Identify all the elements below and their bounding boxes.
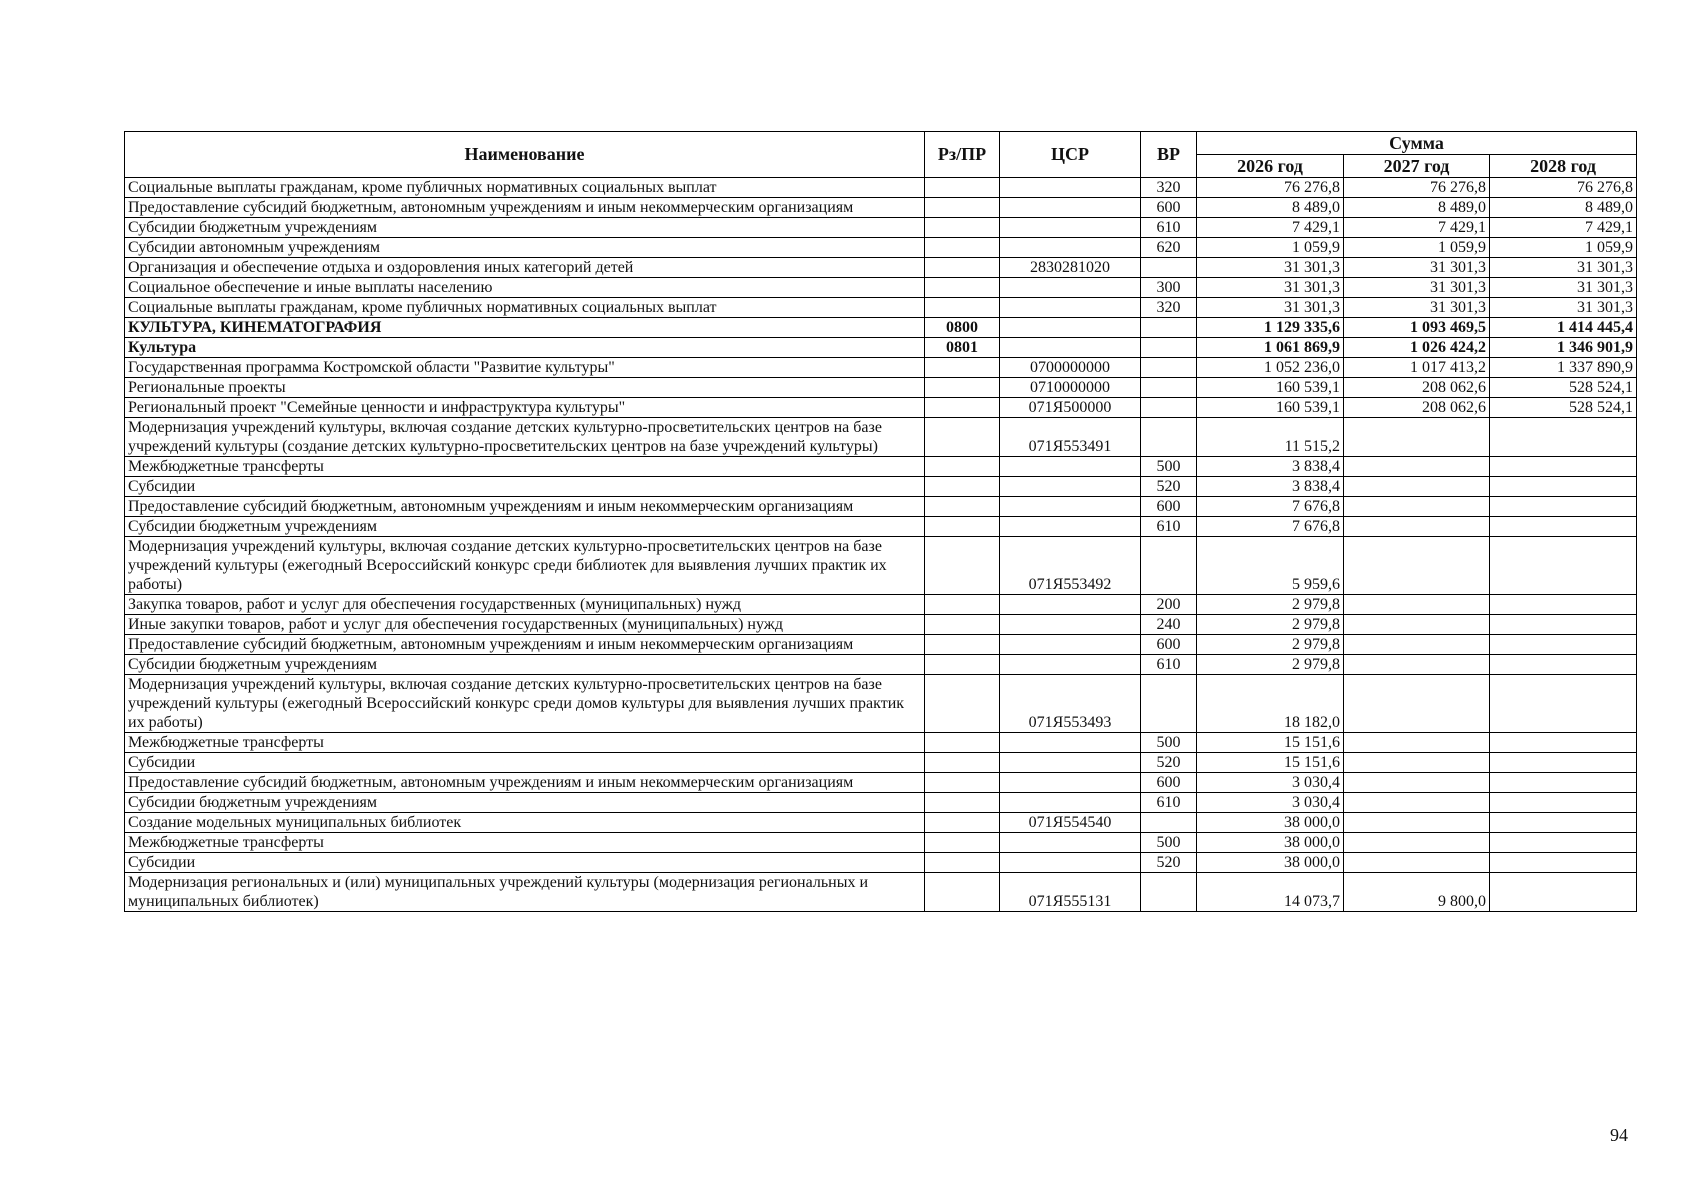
budget-table-body — [125, 178, 1637, 912]
cell-sum-2028: 7 429,1 — [1490, 218, 1637, 238]
cell-rz-pr — [925, 457, 1000, 477]
table-row — [125, 853, 1637, 873]
cell-sum-2028 — [1490, 813, 1637, 833]
cell-sum-2026: 3 030,4 — [1197, 793, 1344, 813]
table-row — [125, 813, 1637, 833]
cell-sum-2026: 8 489,0 — [1197, 198, 1344, 218]
cell-rz-pr — [925, 833, 1000, 853]
cell-name: Субсидии бюджетным учреждениям — [125, 655, 925, 675]
cell-csr: 071Я553492 — [1000, 537, 1141, 595]
table-row — [125, 655, 1637, 675]
cell-sum-2026: 38 000,0 — [1197, 813, 1344, 833]
table-row — [125, 258, 1637, 278]
cell-csr: 071Я555131 — [1000, 873, 1141, 912]
cell-csr: 071Я553491 — [1000, 418, 1141, 457]
cell-vr: 520 — [1141, 853, 1197, 873]
cell-rz-pr — [925, 358, 1000, 378]
cell-sum-2026: 38 000,0 — [1197, 853, 1344, 873]
cell-csr — [1000, 457, 1141, 477]
cell-sum-2026: 31 301,3 — [1197, 258, 1344, 278]
cell-sum-2027: 1 059,9 — [1344, 238, 1490, 258]
cell-name: Субсидии бюджетным учреждениям — [125, 218, 925, 238]
cell-name: Модернизация региональных и (или) муниципальных учреждений культуры (модернизация региональных и муниципальных библиотек) — [125, 873, 925, 912]
cell-sum-2027 — [1344, 675, 1490, 733]
cell-sum-2026: 15 151,6 — [1197, 753, 1344, 773]
cell-sum-2028 — [1490, 773, 1637, 793]
cell-vr — [1141, 318, 1197, 338]
cell-name: Межбюджетные трансферты — [125, 733, 925, 753]
cell-vr: 500 — [1141, 833, 1197, 853]
cell-sum-2028 — [1490, 655, 1637, 675]
cell-sum-2028 — [1490, 675, 1637, 733]
cell-rz-pr — [925, 497, 1000, 517]
cell-csr — [1000, 733, 1141, 753]
table-row — [125, 457, 1637, 477]
cell-vr — [1141, 675, 1197, 733]
cell-vr: 520 — [1141, 753, 1197, 773]
cell-vr: 240 — [1141, 615, 1197, 635]
table-row — [125, 497, 1637, 517]
cell-sum-2027 — [1344, 595, 1490, 615]
cell-sum-2026: 2 979,8 — [1197, 655, 1344, 675]
cell-sum-2026: 5 959,6 — [1197, 537, 1344, 595]
table-row — [125, 615, 1637, 635]
cell-sum-2028: 1 337 890,9 — [1490, 358, 1637, 378]
cell-rz-pr — [925, 398, 1000, 418]
cell-rz-pr — [925, 238, 1000, 258]
table-row — [125, 338, 1637, 358]
cell-name: Модернизация учреждений культуры, включая создание детских культурно-просветительских центров на базе учреждений культуры (ежегодный Всероссийский конкурс среди библиотек для выявления лучших практик их работы) — [125, 537, 925, 595]
cell-csr: 2830281020 — [1000, 258, 1141, 278]
cell-sum-2027 — [1344, 655, 1490, 675]
cell-sum-2028 — [1490, 793, 1637, 813]
table-row — [125, 298, 1637, 318]
cell-sum-2028 — [1490, 477, 1637, 497]
cell-rz-pr — [925, 198, 1000, 218]
cell-rz-pr — [925, 258, 1000, 278]
header-year-2027: 2027 год — [1344, 155, 1490, 178]
cell-rz-pr — [925, 675, 1000, 733]
cell-sum-2027 — [1344, 537, 1490, 595]
cell-sum-2026: 1 061 869,9 — [1197, 338, 1344, 358]
cell-sum-2028: 1 059,9 — [1490, 238, 1637, 258]
cell-sum-2027 — [1344, 497, 1490, 517]
page-number: 94 — [1610, 1125, 1628, 1145]
cell-name: Предоставление субсидий бюджетным, автономным учреждениям и иным некоммерческим организациям — [125, 198, 925, 218]
cell-sum-2026: 1 129 335,6 — [1197, 318, 1344, 338]
cell-vr: 600 — [1141, 773, 1197, 793]
table-row — [125, 278, 1637, 298]
cell-sum-2027: 208 062,6 — [1344, 398, 1490, 418]
cell-csr — [1000, 218, 1141, 238]
cell-name: Субсидии — [125, 753, 925, 773]
cell-csr — [1000, 338, 1141, 358]
budget-sheet — [124, 131, 1636, 912]
cell-sum-2026: 3 838,4 — [1197, 477, 1344, 497]
cell-rz-pr — [925, 793, 1000, 813]
cell-sum-2028 — [1490, 635, 1637, 655]
cell-name: Организация и обеспечение отдыха и оздоровления иных категорий детей — [125, 258, 925, 278]
table-row — [125, 675, 1637, 733]
cell-csr — [1000, 238, 1141, 258]
cell-sum-2027 — [1344, 635, 1490, 655]
cell-csr: 071Я553493 — [1000, 675, 1141, 733]
table-row — [125, 537, 1637, 595]
cell-name: Социальные выплаты гражданам, кроме публичных нормативных социальных выплат — [125, 298, 925, 318]
cell-rz-pr — [925, 595, 1000, 615]
table-row — [125, 477, 1637, 497]
cell-name: Субсидии бюджетным учреждениям — [125, 517, 925, 537]
table-row — [125, 635, 1637, 655]
cell-sum-2026: 160 539,1 — [1197, 378, 1344, 398]
cell-csr — [1000, 793, 1141, 813]
cell-vr: 300 — [1141, 278, 1197, 298]
cell-vr: 610 — [1141, 655, 1197, 675]
table-row — [125, 318, 1637, 338]
cell-sum-2028: 31 301,3 — [1490, 278, 1637, 298]
cell-vr: 600 — [1141, 635, 1197, 655]
cell-vr: 320 — [1141, 178, 1197, 198]
cell-csr — [1000, 655, 1141, 675]
cell-sum-2028: 8 489,0 — [1490, 198, 1637, 218]
cell-name: Субсидии бюджетным учреждениям — [125, 793, 925, 813]
cell-csr: 0700000000 — [1000, 358, 1141, 378]
cell-sum-2027: 208 062,6 — [1344, 378, 1490, 398]
cell-sum-2026: 76 276,8 — [1197, 178, 1344, 198]
cell-sum-2026: 1 052 236,0 — [1197, 358, 1344, 378]
cell-rz-pr — [925, 298, 1000, 318]
cell-sum-2027: 7 429,1 — [1344, 218, 1490, 238]
cell-name: Социальное обеспечение и иные выплаты населению — [125, 278, 925, 298]
cell-vr: 610 — [1141, 517, 1197, 537]
cell-sum-2028 — [1490, 873, 1637, 912]
cell-vr — [1141, 418, 1197, 457]
cell-rz-pr — [925, 537, 1000, 595]
cell-rz-pr — [925, 477, 1000, 497]
cell-sum-2027 — [1344, 793, 1490, 813]
cell-sum-2027: 76 276,8 — [1344, 178, 1490, 198]
cell-sum-2027: 31 301,3 — [1344, 258, 1490, 278]
cell-sum-2027 — [1344, 753, 1490, 773]
cell-rz-pr — [925, 635, 1000, 655]
cell-name: Создание модельных муниципальных библиотек — [125, 813, 925, 833]
cell-sum-2028 — [1490, 457, 1637, 477]
cell-csr — [1000, 833, 1141, 853]
cell-vr: 320 — [1141, 298, 1197, 318]
table-row — [125, 753, 1637, 773]
cell-csr — [1000, 198, 1141, 218]
cell-sum-2026: 2 979,8 — [1197, 635, 1344, 655]
cell-sum-2028: 1 346 901,9 — [1490, 338, 1637, 358]
table-row — [125, 595, 1637, 615]
cell-sum-2028 — [1490, 853, 1637, 873]
cell-sum-2027 — [1344, 615, 1490, 635]
budget-table — [124, 131, 1637, 912]
cell-csr — [1000, 595, 1141, 615]
cell-sum-2026: 1 059,9 — [1197, 238, 1344, 258]
cell-csr: 0710000000 — [1000, 378, 1141, 398]
cell-vr — [1141, 258, 1197, 278]
cell-sum-2027: 1 026 424,2 — [1344, 338, 1490, 358]
cell-sum-2028: 1 414 445,4 — [1490, 318, 1637, 338]
cell-csr: 071Я500000 — [1000, 398, 1141, 418]
cell-csr — [1000, 318, 1141, 338]
cell-vr: 620 — [1141, 238, 1197, 258]
cell-sum-2027 — [1344, 418, 1490, 457]
cell-sum-2027 — [1344, 477, 1490, 497]
cell-vr: 520 — [1141, 477, 1197, 497]
header-sum: Сумма — [1197, 132, 1637, 155]
cell-vr: 500 — [1141, 733, 1197, 753]
cell-sum-2026: 160 539,1 — [1197, 398, 1344, 418]
cell-csr — [1000, 497, 1141, 517]
cell-rz-pr — [925, 753, 1000, 773]
cell-vr — [1141, 358, 1197, 378]
cell-sum-2027: 1 093 469,5 — [1344, 318, 1490, 338]
cell-csr — [1000, 278, 1141, 298]
cell-sum-2027 — [1344, 517, 1490, 537]
cell-csr — [1000, 298, 1141, 318]
cell-vr: 610 — [1141, 793, 1197, 813]
cell-sum-2026: 14 073,7 — [1197, 873, 1344, 912]
cell-sum-2026: 31 301,3 — [1197, 298, 1344, 318]
cell-name: Межбюджетные трансферты — [125, 457, 925, 477]
cell-rz-pr — [925, 773, 1000, 793]
cell-sum-2027 — [1344, 813, 1490, 833]
cell-name: Предоставление субсидий бюджетным, автономным учреждениям и иным некоммерческим организациям — [125, 635, 925, 655]
cell-sum-2026: 38 000,0 — [1197, 833, 1344, 853]
cell-csr — [1000, 853, 1141, 873]
cell-sum-2027 — [1344, 833, 1490, 853]
table-row — [125, 238, 1637, 258]
table-row — [125, 198, 1637, 218]
table-row — [125, 733, 1637, 753]
cell-sum-2027: 9 800,0 — [1344, 873, 1490, 912]
cell-sum-2028 — [1490, 418, 1637, 457]
cell-csr: 071Я554540 — [1000, 813, 1141, 833]
cell-name: Иные закупки товаров, работ и услуг для обеспечения государственных (муниципальных) нужд — [125, 615, 925, 635]
cell-sum-2028 — [1490, 733, 1637, 753]
cell-name: Региональные проекты — [125, 378, 925, 398]
cell-csr — [1000, 773, 1141, 793]
cell-sum-2028 — [1490, 497, 1637, 517]
table-row — [125, 418, 1637, 457]
cell-rz-pr — [925, 873, 1000, 912]
header-name: Наименование — [125, 132, 925, 178]
cell-sum-2028: 31 301,3 — [1490, 298, 1637, 318]
cell-name: Региональный проект "Семейные ценности и инфраструктура культуры" — [125, 398, 925, 418]
cell-vr: 500 — [1141, 457, 1197, 477]
cell-vr: 610 — [1141, 218, 1197, 238]
cell-rz-pr — [925, 813, 1000, 833]
cell-vr — [1141, 378, 1197, 398]
cell-rz-pr — [925, 418, 1000, 457]
header-year-2026: 2026 год — [1197, 155, 1344, 178]
cell-rz-pr — [925, 655, 1000, 675]
cell-csr — [1000, 517, 1141, 537]
header-rz: Рз/ПР — [925, 132, 1000, 178]
cell-rz-pr — [925, 378, 1000, 398]
cell-rz-pr: 0800 — [925, 318, 1000, 338]
cell-sum-2026: 11 515,2 — [1197, 418, 1344, 457]
table-row — [125, 793, 1637, 813]
cell-vr — [1141, 338, 1197, 358]
cell-csr — [1000, 635, 1141, 655]
cell-sum-2027: 31 301,3 — [1344, 278, 1490, 298]
cell-name: Субсидии автономным учреждениям — [125, 238, 925, 258]
cell-rz-pr — [925, 517, 1000, 537]
cell-name: Субсидии — [125, 477, 925, 497]
cell-sum-2026: 3 838,4 — [1197, 457, 1344, 477]
cell-name: Государственная программа Костромской области "Развитие культуры" — [125, 358, 925, 378]
cell-sum-2028: 76 276,8 — [1490, 178, 1637, 198]
cell-vr — [1141, 873, 1197, 912]
table-row — [125, 773, 1637, 793]
cell-sum-2026: 2 979,8 — [1197, 595, 1344, 615]
cell-sum-2026: 7 676,8 — [1197, 517, 1344, 537]
cell-sum-2028: 528 524,1 — [1490, 398, 1637, 418]
cell-sum-2028: 528 524,1 — [1490, 378, 1637, 398]
cell-sum-2026: 2 979,8 — [1197, 615, 1344, 635]
table-row — [125, 218, 1637, 238]
cell-csr — [1000, 178, 1141, 198]
cell-name: Закупка товаров, работ и услуг для обеспечения государственных (муниципальных) нужд — [125, 595, 925, 615]
cell-name: Субсидии — [125, 853, 925, 873]
cell-sum-2028: 31 301,3 — [1490, 258, 1637, 278]
cell-name: Предоставление субсидий бюджетным, автономным учреждениям и иным некоммерческим организациям — [125, 497, 925, 517]
cell-sum-2028 — [1490, 833, 1637, 853]
cell-vr — [1141, 537, 1197, 595]
table-row — [125, 398, 1637, 418]
cell-sum-2026: 7 429,1 — [1197, 218, 1344, 238]
cell-name: Межбюджетные трансферты — [125, 833, 925, 853]
cell-sum-2027 — [1344, 773, 1490, 793]
cell-sum-2027: 1 017 413,2 — [1344, 358, 1490, 378]
cell-sum-2026: 31 301,3 — [1197, 278, 1344, 298]
cell-csr — [1000, 753, 1141, 773]
cell-name: Культура — [125, 338, 925, 358]
table-row — [125, 358, 1637, 378]
cell-sum-2027: 8 489,0 — [1344, 198, 1490, 218]
cell-csr — [1000, 615, 1141, 635]
cell-sum-2026: 18 182,0 — [1197, 675, 1344, 733]
cell-csr — [1000, 477, 1141, 497]
cell-sum-2026: 15 151,6 — [1197, 733, 1344, 753]
header-csr: ЦСР — [1000, 132, 1141, 178]
cell-rz-pr — [925, 178, 1000, 198]
cell-sum-2027: 31 301,3 — [1344, 298, 1490, 318]
table-row — [125, 178, 1637, 198]
cell-sum-2028 — [1490, 753, 1637, 773]
header-year-2028: 2028 год — [1490, 155, 1637, 178]
cell-sum-2028 — [1490, 595, 1637, 615]
table-row — [125, 517, 1637, 537]
cell-sum-2026: 7 676,8 — [1197, 497, 1344, 517]
table-row — [125, 873, 1637, 912]
cell-sum-2026: 3 030,4 — [1197, 773, 1344, 793]
cell-sum-2027 — [1344, 853, 1490, 873]
cell-name: Предоставление субсидий бюджетным, автономным учреждениям и иным некоммерческим организациям — [125, 773, 925, 793]
cell-name: Социальные выплаты гражданам, кроме публичных нормативных социальных выплат — [125, 178, 925, 198]
cell-sum-2028 — [1490, 517, 1637, 537]
cell-name: КУЛЬТУРА, КИНЕМАТОГРАФИЯ — [125, 318, 925, 338]
cell-rz-pr — [925, 278, 1000, 298]
cell-name: Модернизация учреждений культуры, включая создание детских культурно-просветительских центров на базе учреждений культуры (создание детских культурно-просветительских центров на базе учреждений культуры) — [125, 418, 925, 457]
cell-sum-2028 — [1490, 537, 1637, 595]
cell-vr: 200 — [1141, 595, 1197, 615]
header-vr: ВР — [1141, 132, 1197, 178]
cell-rz-pr — [925, 615, 1000, 635]
cell-vr: 600 — [1141, 497, 1197, 517]
cell-sum-2028 — [1490, 615, 1637, 635]
cell-name: Модернизация учреждений культуры, включая создание детских культурно-просветительских центров на базе учреждений культуры (ежегодный Всероссийский конкурс среди домов культуры для выявления лучших практик их работы) — [125, 675, 925, 733]
cell-rz-pr — [925, 853, 1000, 873]
cell-rz-pr: 0801 — [925, 338, 1000, 358]
cell-vr — [1141, 813, 1197, 833]
cell-sum-2027 — [1344, 733, 1490, 753]
cell-vr: 600 — [1141, 198, 1197, 218]
cell-vr — [1141, 398, 1197, 418]
cell-rz-pr — [925, 733, 1000, 753]
cell-rz-pr — [925, 218, 1000, 238]
table-row — [125, 833, 1637, 853]
cell-sum-2027 — [1344, 457, 1490, 477]
table-row — [125, 378, 1637, 398]
